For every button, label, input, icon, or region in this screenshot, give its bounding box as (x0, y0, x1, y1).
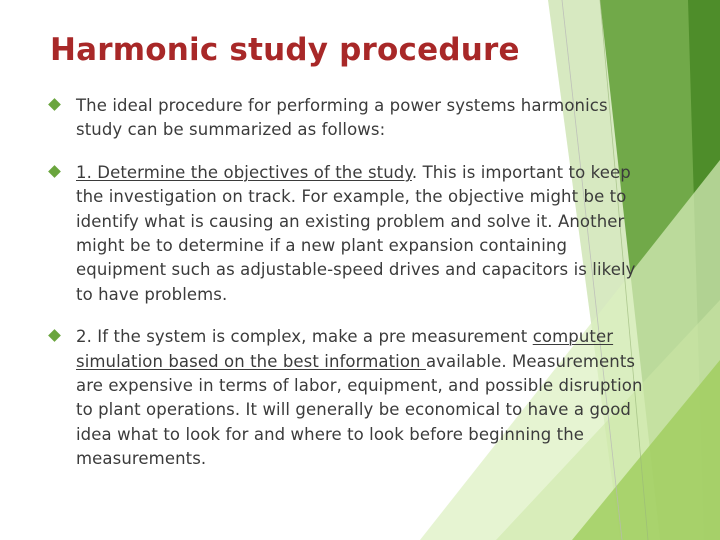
objectives-link[interactable]: 1. Determine the objectives of the study (76, 162, 412, 182)
bullet-text-1 (76, 94, 648, 143)
bullet-list (48, 94, 648, 490)
diamond-bullet-icon (48, 329, 61, 342)
diamond-bullet-icon (48, 165, 61, 178)
bullet-item-3 (48, 325, 648, 471)
bullet-1-text: The ideal procedure for performing a power systems harmonics study can be summarized as follows: (76, 96, 608, 140)
bullet-2-text: . This is important to keep the investigation on track. For example, the objective might be to identify what is causing an existing problem and solve it. Another might be to determine if a new plant expansion containing equipment such as adjustable-speed drives and capacitors is likely to have problems. (76, 162, 636, 304)
diamond-bullet-icon (48, 98, 61, 111)
bullet-text-2 (76, 161, 648, 307)
bullet-3-lead: 2. If the system is complex, make a pre measurement (76, 327, 533, 347)
bullet-item-1 (48, 94, 648, 143)
bullet-text-3 (76, 325, 648, 471)
bullet-3-text: available. Measurements are expensive in terms of labor, equipment, and possible disruption to plant operations. It will generally be economical to have a good idea what to look for and where to look before beginning the measurements. (76, 351, 643, 469)
bullet-item-2 (48, 161, 648, 307)
simulation-link[interactable]: computer simulation based on the best information (76, 327, 614, 371)
slide-title: Harmonic study procedure (50, 32, 520, 68)
